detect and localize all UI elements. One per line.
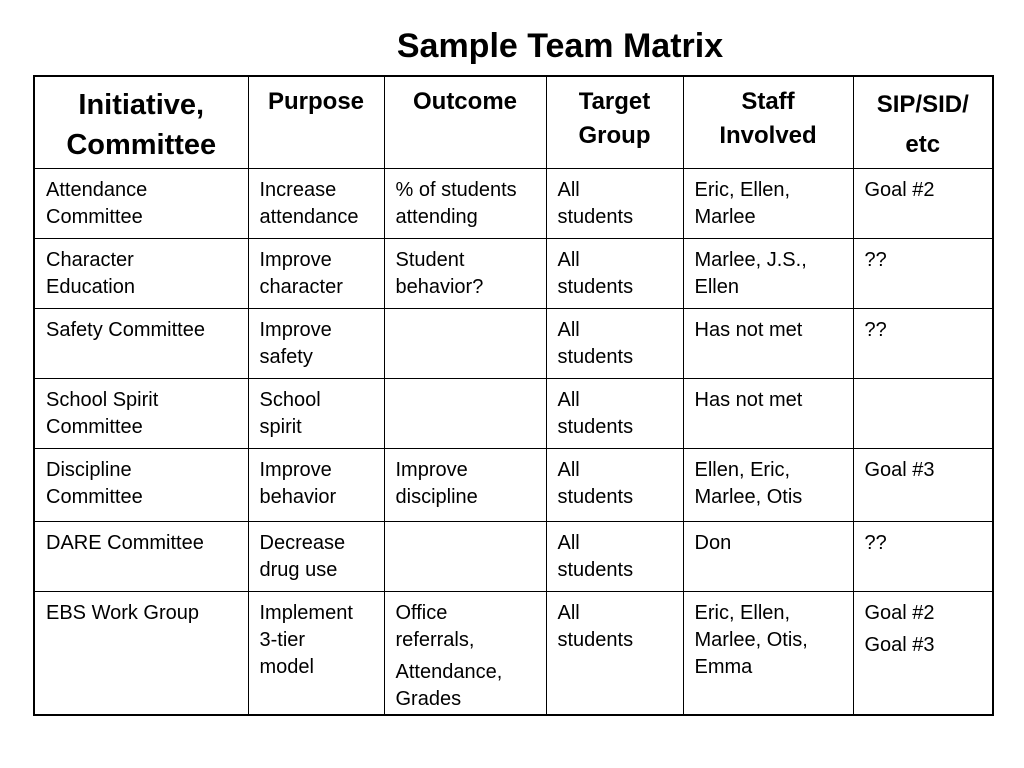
table-row (34, 448, 993, 521)
cell-initiative: DARE Committee (34, 521, 248, 591)
cell-target-group: All students (546, 591, 683, 715)
cell-purpose: Decrease drug use (248, 521, 384, 591)
header-initiative-committee: Initiative, Committee (34, 76, 248, 168)
cell-staff-involved: Ellen, Eric, Marlee, Otis (683, 448, 853, 521)
cell-initiative: EBS Work Group (34, 591, 248, 715)
cell-sip-sid: ?? (853, 521, 993, 591)
team-matrix-table (33, 75, 994, 716)
header-staff-involved: Staff Involved (683, 76, 853, 168)
cell-purpose: Implement 3-tier model (248, 591, 384, 715)
cell-target-group: All students (546, 521, 683, 591)
cell-purpose: School spirit (248, 378, 384, 448)
cell-purpose: Increase attendance (248, 168, 384, 238)
cell-initiative: Safety Committee (34, 308, 248, 378)
cell-initiative: Discipline Committee (34, 448, 248, 521)
cell-outcome: % of students attending (384, 168, 546, 238)
cell-staff-involved: Don (683, 521, 853, 591)
cell-staff-involved: Eric, Ellen, Marlee (683, 168, 853, 238)
cell-outcome: Improve discipline (384, 448, 546, 521)
header-target-group: Target Group (546, 76, 683, 168)
cell-staff-involved: Marlee, J.S., Ellen (683, 238, 853, 308)
table-header-row (34, 76, 993, 168)
cell-sip-sid: Goal #3 (853, 448, 993, 521)
table-row (34, 308, 993, 378)
cell-sip-sid: ?? (853, 308, 993, 378)
cell-target-group: All students (546, 448, 683, 521)
table-row (34, 378, 993, 448)
table-row (34, 238, 993, 308)
cell-sip-sid: ?? (853, 238, 993, 308)
table-row (34, 168, 993, 238)
header-outcome: Outcome (384, 76, 546, 168)
cell-staff-involved: Eric, Ellen, Marlee, Otis, Emma (683, 591, 853, 715)
cell-staff-involved: Has not met (683, 378, 853, 448)
cell-outcome (384, 521, 546, 591)
cell-sip-sid: Goal #2 (853, 168, 993, 238)
cell-target-group: All students (546, 168, 683, 238)
cell-purpose: Improve behavior (248, 448, 384, 521)
cell-purpose: Improve safety (248, 308, 384, 378)
header-sip-sid: SIP/SID/ etc (853, 76, 993, 168)
cell-target-group: All students (546, 378, 683, 448)
cell-purpose: Improve character (248, 238, 384, 308)
table-row (34, 591, 993, 715)
cell-outcome: Office referrals, Attendance, Grades (384, 591, 546, 715)
cell-sip-sid: Goal #2 Goal #3 (853, 591, 993, 715)
cell-outcome (384, 378, 546, 448)
cell-target-group: All students (546, 238, 683, 308)
cell-staff-involved: Has not met (683, 308, 853, 378)
cell-outcome: Student behavior? (384, 238, 546, 308)
cell-target-group: All students (546, 308, 683, 378)
cell-initiative: School Spirit Committee (34, 378, 248, 448)
table-row (34, 521, 993, 591)
cell-outcome (384, 308, 546, 378)
page-title: Sample Team Matrix (396, 27, 724, 65)
cell-sip-sid (853, 378, 993, 448)
header-purpose: Purpose (248, 76, 384, 168)
cell-initiative: Character Education (34, 238, 248, 308)
cell-initiative: Attendance Committee (34, 168, 248, 238)
